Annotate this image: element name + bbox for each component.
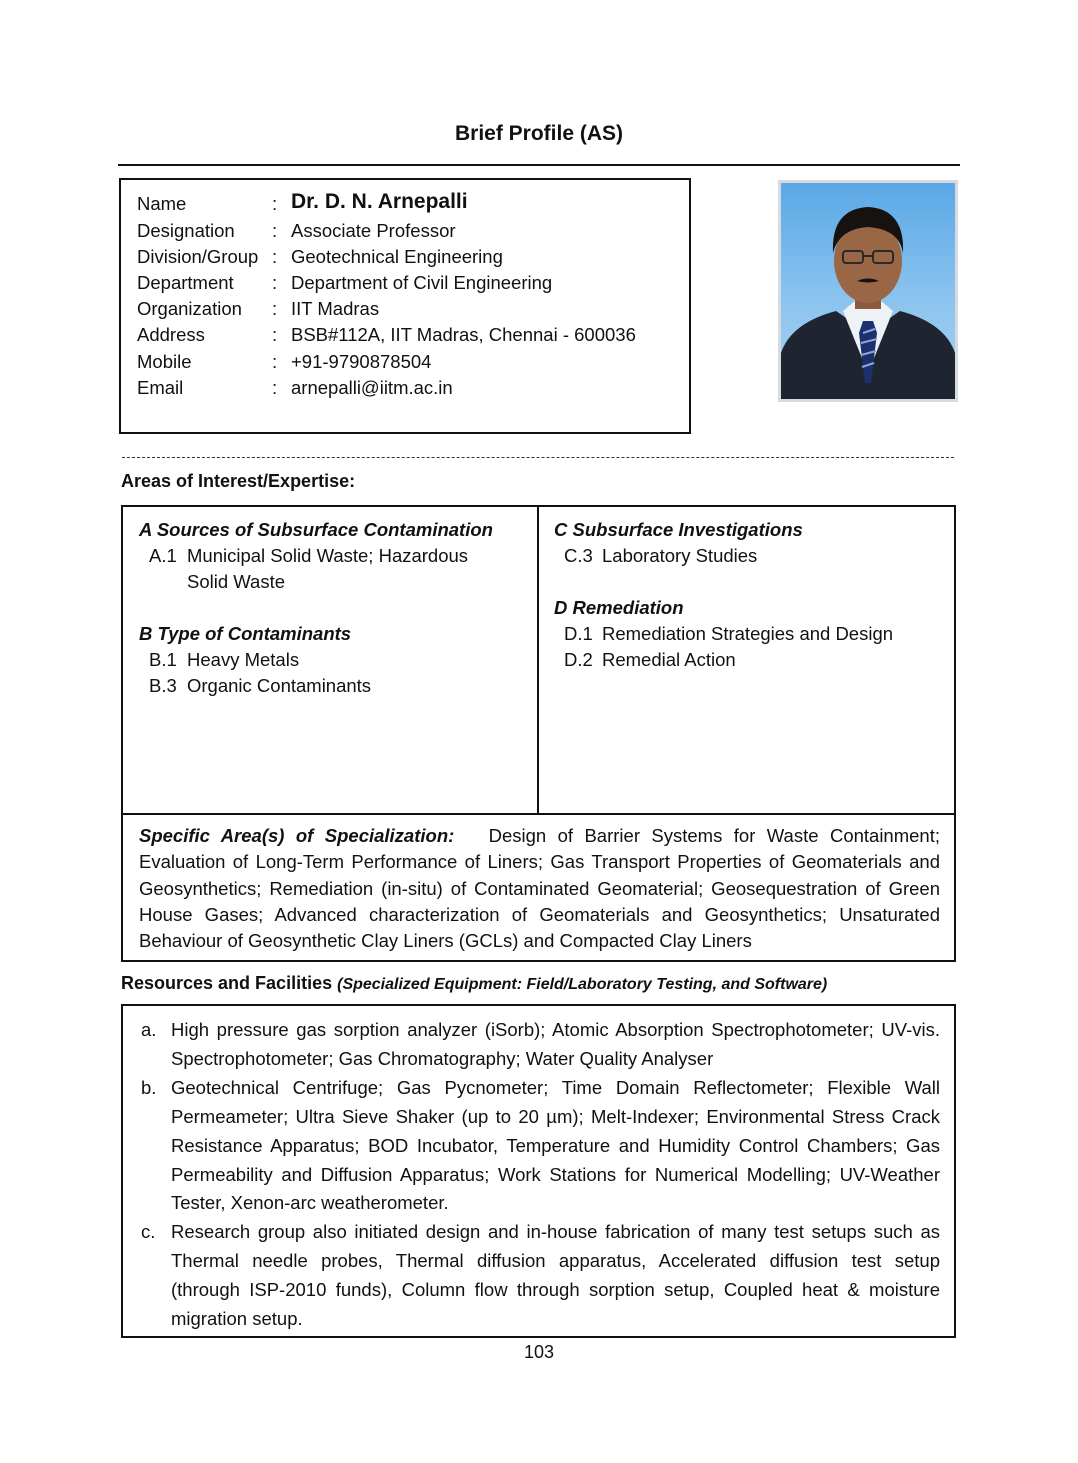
item-marker: c. (141, 1221, 156, 1243)
item-code: C.3 (564, 545, 593, 566)
info-key: Mobile (137, 351, 192, 372)
info-colon: : (272, 298, 278, 319)
profile-name: Dr. D. N. Arnepalli (291, 190, 468, 213)
row-divider (123, 813, 954, 815)
item-marker: a. (141, 1019, 157, 1040)
info-colon: : (272, 377, 278, 398)
list-item (139, 1074, 940, 1219)
resources-title: Resources and Facilities (121, 973, 333, 993)
info-colon: : (272, 351, 278, 372)
item-text: Heavy Metals (187, 649, 300, 670)
specialization-text: Design of Barrier Systems for Waste Containment; Evaluation of Long-Term Performance of Liners; Gas Transport Properties of Geomaterials and Geosynthetics; Remediation (in-situ) of Contaminated Geomaterial; Geosequestration of Green House Gases; Advanced characterization of Geomaterials and Geosynthetics; Unsaturated Behaviour of Geosynthetic Clay Liners (GCLs) and Compacted Clay Liners (139, 825, 940, 952)
item-text: Solid Waste (187, 571, 286, 592)
item-text: Remediation Strategies and Design (602, 623, 894, 644)
category-a: A Sources of Subsurface Contamination (139, 519, 493, 540)
resources-heading (121, 973, 827, 994)
list-item (554, 543, 944, 569)
person-portrait-icon (781, 183, 955, 399)
email-value: arnepalli@iitm.ac.in (291, 377, 453, 398)
info-key: Name (137, 193, 187, 214)
list-item (554, 647, 944, 673)
info-key: Email (137, 377, 184, 398)
resources-list (139, 1016, 940, 1334)
info-value: Department of Civil Engineering (291, 272, 553, 293)
item-text: High pressure gas sorption analyzer (iSorb); Atomic Absorption Spectrophotometer; UV-vis. Spectrophotometer; Gas Chromatography; Water Quality Analyser (171, 1019, 940, 1069)
section-divider (122, 457, 954, 458)
info-key: Designation (137, 220, 235, 241)
item-code: D.2 (564, 649, 593, 670)
item-code: B.3 (149, 675, 177, 696)
areas-left-column (139, 517, 529, 699)
info-value: +91-9790878504 (291, 351, 432, 372)
info-key: Organization (137, 298, 242, 319)
column-divider (537, 507, 539, 813)
info-value: Geotechnical Engineering (291, 246, 503, 267)
title-divider (118, 164, 960, 166)
specialization-label: Specific Area(s) of Specialization: (139, 825, 455, 846)
list-item (554, 621, 944, 647)
info-value: BSB#112A, IIT Madras, Chennai - 600036 (291, 324, 636, 345)
info-colon: : (272, 272, 278, 293)
page-number: 103 (523, 1342, 555, 1362)
item-marker: b. (141, 1076, 157, 1098)
item-code: B.1 (149, 649, 177, 670)
resources-box (121, 1004, 956, 1338)
category-b: B Type of Contaminants (139, 623, 352, 644)
item-text: Research group also initiated design and in-house fabrication of many test setups such as Thermal needle probes, Thermal diffusion apparatus, Accelerated diffusion test setup (through ISP-2010 funds), Column flow through sorption setup, Coupled heat & moisture migration setup. (171, 1221, 940, 1330)
item-code: A.1 (149, 545, 177, 566)
areas-table (121, 505, 956, 962)
item-text: Laboratory Studies (602, 545, 758, 566)
item-text: Organic Contaminants (187, 675, 372, 696)
info-colon: : (272, 246, 278, 267)
info-value: IIT Madras (291, 298, 380, 319)
list-item (139, 673, 529, 699)
item-text: Municipal Solid Waste; Hazardous (187, 545, 469, 566)
info-colon: : (272, 193, 278, 214)
list-item (139, 1016, 940, 1074)
info-colon: : (272, 220, 278, 241)
areas-right-column (554, 517, 944, 673)
list-item (139, 647, 529, 673)
category-d: D Remediation (554, 597, 684, 618)
areas-heading: Areas of Interest/Expertise: (121, 471, 356, 491)
item-code: D.1 (564, 623, 593, 644)
resources-subtitle: (Specialized Equipment: Field/Laboratory Testing, and Software) (337, 976, 828, 993)
profile-info-box (119, 178, 691, 434)
info-key: Division/Group (137, 246, 259, 267)
list-item (139, 543, 529, 595)
specialization-paragraph (139, 823, 940, 954)
item-text: Remedial Action (602, 649, 736, 670)
item-text: Geotechnical Centrifuge; Gas Pycnometer; Time Domain Reflectometer; Flexible Wall Permeameter; Ultra Sieve Shaker (up to 20 µm); Melt-Indexer; Environmental Stress Crack Resistance Apparatus; BOD Incubator, Temperature and Humidity Control Chambers; Gas Permeability and Diffusion Apparatus; Work Stations for Numerical Modelling; UV-Weather Tester, Xenon-arc weatherometer. (171, 1076, 940, 1214)
info-value: Associate Professor (291, 220, 456, 241)
info-colon: : (272, 324, 278, 345)
page-title: Brief Profile (AS) (454, 122, 624, 145)
info-key: Department (137, 272, 234, 293)
profile-photo (778, 180, 958, 402)
info-key: Address (137, 324, 205, 345)
category-c: C Subsurface Investigations (554, 519, 803, 540)
list-item (139, 1218, 940, 1334)
